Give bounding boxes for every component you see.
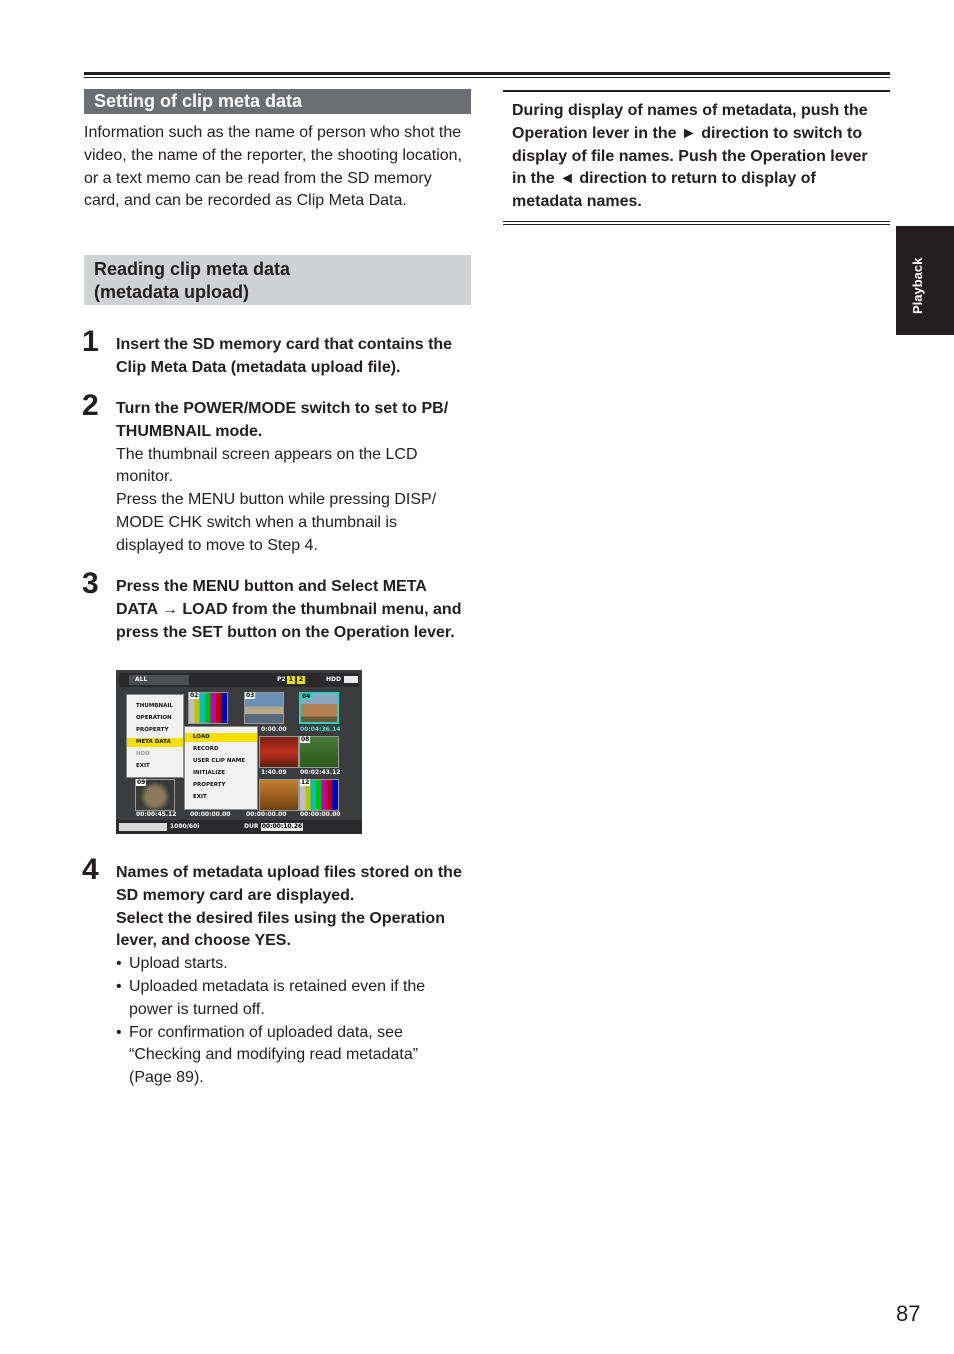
side-tab-playback (896, 226, 954, 335)
thumbnail-07 (259, 736, 299, 768)
bullet-item: • For confirmation of uploaded data, see “Checking and modifying read metadata” (Page 89). (116, 1023, 419, 1087)
thumbnail-menu-screenshot (116, 670, 362, 834)
heading-line-1: Reading clip meta data (94, 259, 291, 279)
dur-label: DUR (244, 823, 259, 830)
submenu-item-property: PROPERTY (193, 782, 226, 788)
clip-number-03: 03 (246, 692, 255, 699)
note-rule-top (503, 90, 890, 92)
screenshot-slot-1: 1 (288, 676, 294, 683)
step-2-text (116, 398, 474, 558)
step-2-detail-1: The thumbnail screen appears on the LCD monitor. (116, 445, 418, 486)
step-1-instruction: Insert the SD memory card that contains the Clip Meta Data (metadata upload file). (116, 336, 453, 376)
step-4-bullets (116, 953, 452, 1090)
thumbnail-11 (259, 779, 299, 811)
menu-item-hdd: HDD (136, 751, 150, 757)
meta-data-submenu (184, 726, 258, 810)
bullet-item: • Uploaded metadata is retained even if the power is turned off. (116, 977, 426, 1018)
page-number: 87 (896, 1301, 921, 1326)
timecode-1: 0:00.00 (261, 726, 287, 733)
step-number-4: 4 (82, 853, 99, 886)
intro-paragraph: Information such as the name of person who shot the video, the name of the reporter, the shooting location, or a text memo can be read from the SD memory card, and can be recorded as Clip Meta Data. (84, 124, 463, 210)
submenu-item-exit: EXIT (193, 794, 207, 800)
thumbnail-menu (126, 694, 184, 778)
clip-number-09: 09 (137, 779, 146, 786)
step-3-instruction: Press the MENU button and Select META DATA → LOAD from the thumbnail menu, and press the SET button on the Operation lever. (116, 578, 462, 641)
step-number-3: 3 (82, 567, 99, 600)
screenshot-hdd-icon (344, 676, 358, 683)
screenshot-all-label: ALL (129, 675, 189, 685)
screenshot-hdd-label: HDD (326, 676, 341, 683)
menu-item-operation: OPERATION (136, 715, 172, 721)
bullet-text: Upload starts. (129, 955, 228, 973)
timecode-5: 00:00:45.12 (136, 811, 177, 818)
timecode-2: 00:04:36.14 (300, 726, 341, 733)
step-1-text (116, 334, 466, 380)
submenu-item-load: LOAD (185, 733, 257, 742)
screenshot-p2-label: P2 (277, 676, 286, 683)
step-2-instruction: Turn the POWER/MODE switch to set to PB/ THUMBNAIL mode. (116, 400, 449, 440)
section-heading-reading (84, 255, 471, 305)
step-4-instruction-1: Names of metadata upload files stored on the SD memory card are displayed. (116, 864, 462, 904)
step-number-1: 1 (82, 325, 99, 358)
timecode-7: 00:00:00.00 (246, 811, 287, 818)
screenshot-slot-2: 2 (298, 676, 304, 683)
menu-item-property: PROPERTY (136, 727, 169, 733)
submenu-item-initialize: INITIALIZE (193, 770, 226, 776)
format-label: 1080/60i (170, 823, 200, 830)
clip-number-12: 12 (301, 779, 310, 786)
step-2-detail-2: Press the MENU button while pressing DISP/ MODE CHK switch when a thumbnail is displayed to move to Step 4. (116, 491, 437, 554)
bullet-text: Uploaded metadata is retained even if the power is turned off. (129, 977, 426, 1018)
timecode-8: 00:00:00.00 (300, 811, 341, 818)
top-rule-thin (84, 77, 890, 78)
clip-number-02: 02 (190, 692, 199, 699)
menu-item-thumbnail: THUMBNAIL (136, 703, 173, 709)
note-text: During display of names of metadata, push the Operation lever in the ► direction to switch to display of file names. Push the Operation lever in the ◄ direction to return to display of metadata names. (512, 102, 868, 211)
bullet-text: For confirmation of uploaded data, see “Checking and modifying read metadata” (Page 89). (129, 1023, 419, 1087)
step-3-text (116, 576, 471, 644)
screenshot-bottom-bar (116, 820, 362, 834)
bullet-item: • Upload starts. (116, 955, 228, 973)
side-tab-label: Playback (910, 257, 925, 314)
menu-item-meta-data: META DATA (127, 738, 183, 747)
timecode-3: 1:40.09 (261, 769, 287, 776)
dur-value: 00:00:10.26 (261, 823, 303, 830)
submenu-item-record: RECORD (193, 746, 219, 752)
section-heading-setting: Setting of clip meta data (84, 89, 471, 114)
timecode-6: 00:00:00.00 (190, 811, 231, 818)
note-rule-bottom (503, 221, 890, 222)
avc-intra-logo (119, 823, 167, 831)
clip-number-08: 08 (301, 736, 310, 743)
timecode-4: 00:02:43.12 (300, 769, 341, 776)
step-4-instruction-2: Select the desired files using the Operation lever, and choose YES. (116, 909, 445, 950)
step-number-2: 2 (82, 389, 99, 422)
note-rule-bottom-2 (503, 224, 890, 225)
note-box (503, 90, 890, 226)
menu-item-exit: EXIT (136, 763, 150, 769)
clip-number-04: 04 (302, 693, 311, 700)
submenu-item-user-clip-name: USER CLIP NAME (193, 758, 245, 764)
top-rule-thick (84, 72, 890, 75)
step-4-text (116, 862, 471, 1090)
screenshot-top-bar (119, 673, 359, 687)
heading-line-2: (metadata upload) (94, 282, 250, 302)
